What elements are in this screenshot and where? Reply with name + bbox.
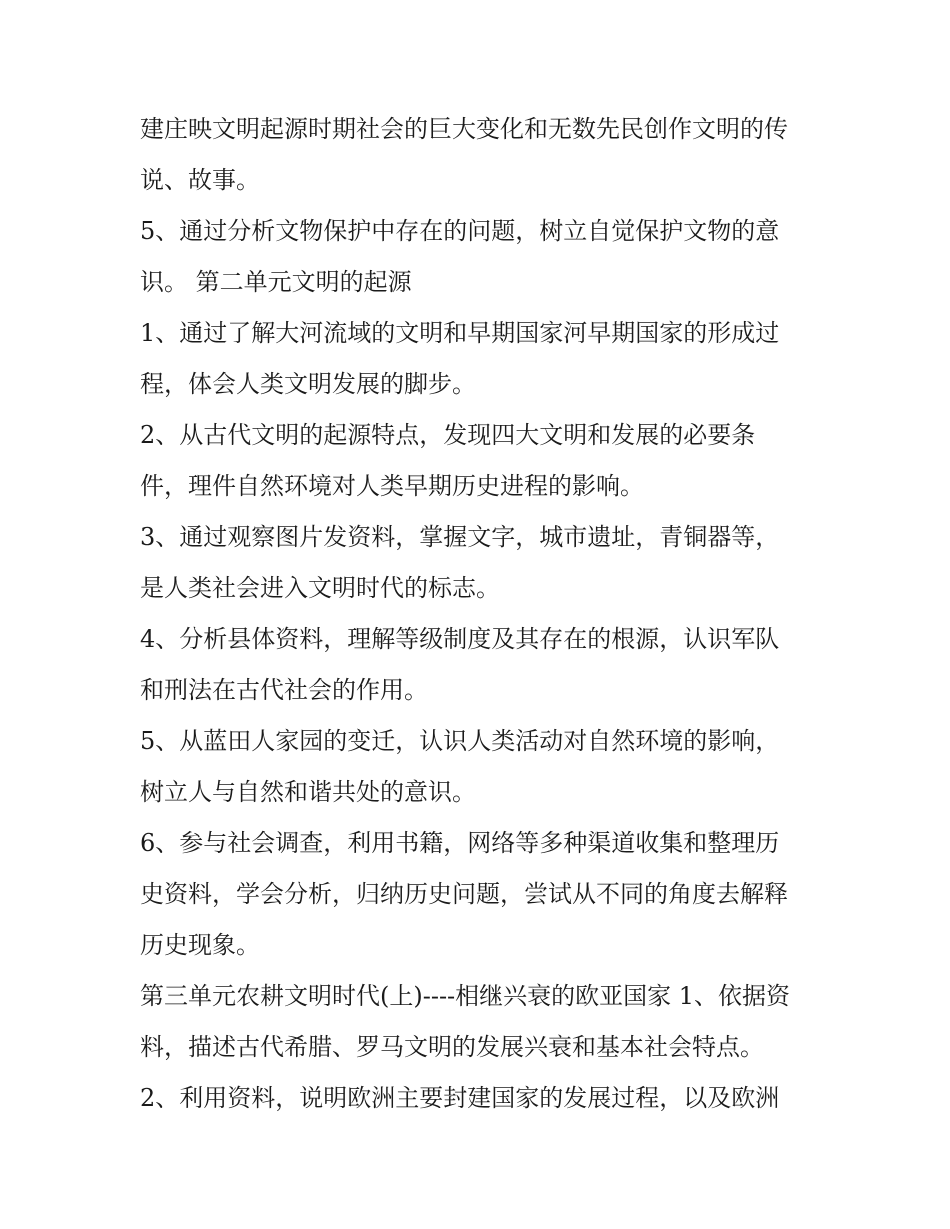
- text-line: 和刑法在古代社会的作用。: [140, 676, 428, 704]
- text-line: 件，理件自然环境对人类早期历史进程的影响。: [140, 472, 644, 500]
- text-line: 历史现象。: [140, 931, 260, 959]
- text-line: 2、利用资料，说明欧洲主要封建国家的发展过程，以及欧洲: [140, 1084, 780, 1112]
- text-line: 是人类社会进入文明时代的标志。: [140, 574, 500, 602]
- text-line: 程，体会人类文明发展的脚步。: [140, 370, 476, 398]
- text-line: 1、通过了解大河流域的文明和早期国家河早期国家的形成过: [140, 319, 780, 347]
- document-body: [140, 104, 840, 1124]
- text-line: 5、从蓝田人家园的变迁，认识人类活动对自然环境的影响，: [140, 727, 780, 755]
- text-line: 3、通过观察图片发资料，掌握文字，城市遗址，青铜器等，: [140, 523, 780, 551]
- text-line: 说、故事。: [140, 166, 260, 194]
- text-line: 6、参与社会调查，利用书籍，网络等多种渠道收集和整理历: [140, 829, 780, 857]
- text-line: 识。 第二单元文明的起源: [140, 268, 412, 296]
- text-line: 2、从古代文明的起源特点，发现四大文明和发展的必要条: [140, 421, 756, 449]
- text-line: 4、分析县体资料，理解等级制度及其存在的根源，认识军队: [140, 625, 780, 653]
- text-line: 料，描述古代希腊、罗马文明的发展兴衰和基本社会特点。: [140, 1033, 764, 1061]
- text-line: 第三单元农耕文明时代(上)----相继兴衰的欧亚国家 1、依据资: [140, 982, 791, 1010]
- text-line: 树立人与自然和谐共处的意识。: [140, 778, 476, 806]
- text-line: 史资料，学会分析，归纳历史问题，尝试从不同的角度去解释: [140, 880, 788, 908]
- text-line: 5、通过分析文物保护中存在的问题，树立自觉保护文物的意: [140, 217, 780, 245]
- text-line: 建庄映文明起源时期社会的巨大变化和无数先民创作文明的传: [140, 115, 788, 143]
